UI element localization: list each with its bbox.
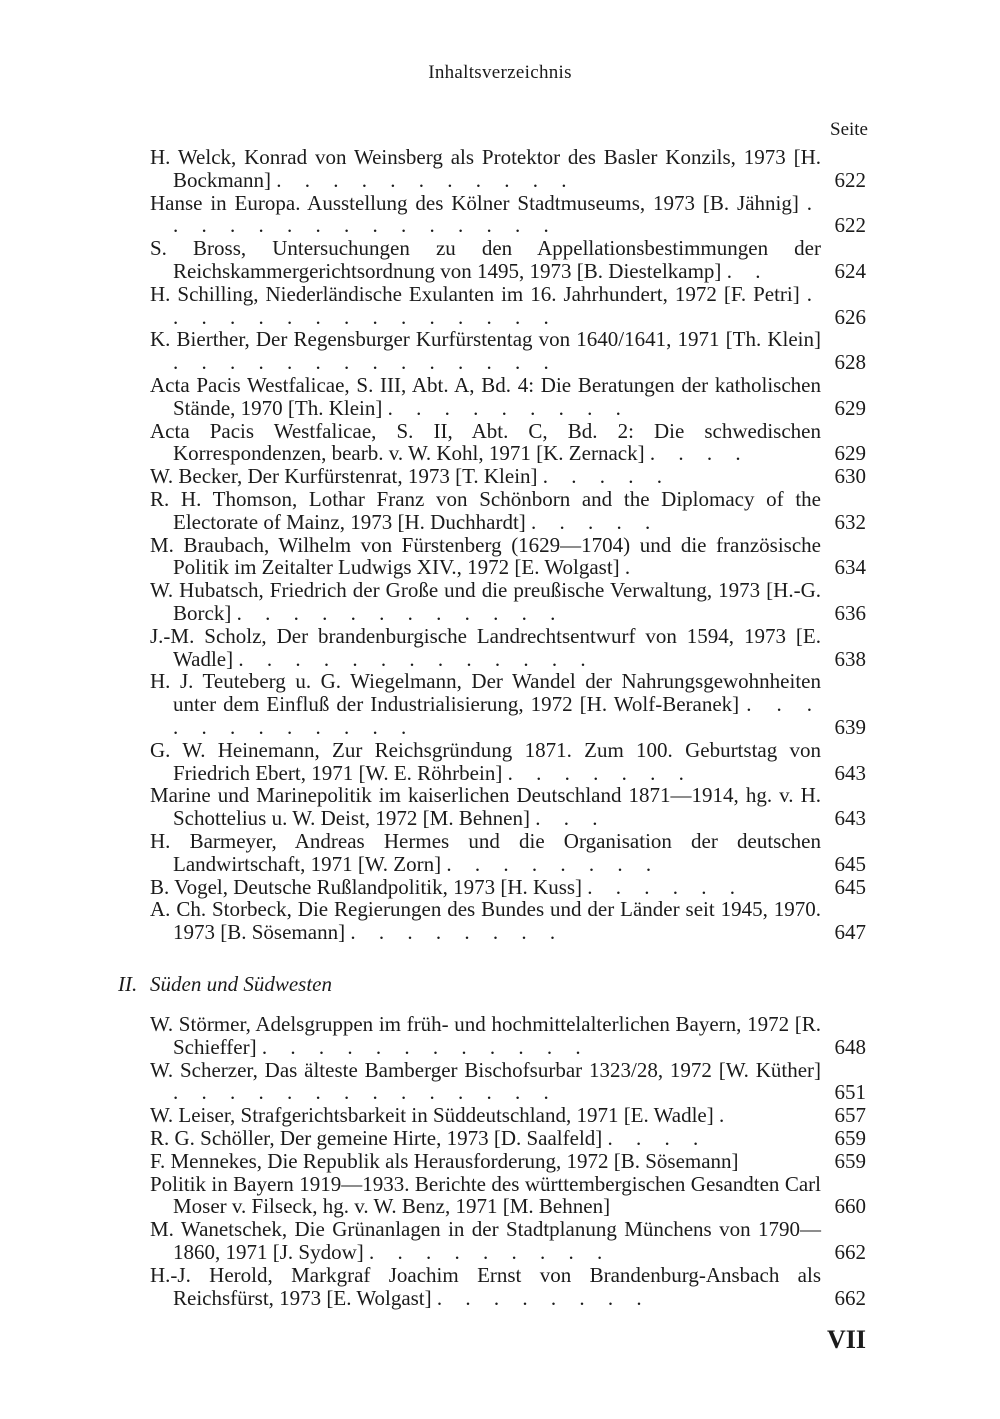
toc-entry-page-number: 630 (834, 464, 866, 489)
toc-entry-title: H. Barmeyer, Andreas Hermes und die Organisation der deutschen Landwirtschaft, 1971 [W. Zorn] (150, 828, 821, 876)
toc-entry-page-number: 634 (834, 555, 866, 580)
toc-entry-title: M. Braubach, Wilhelm von Fürstenberg (1629—1704) und die französische Politik im Zeitalter Ludwigs XIV., 1972 [E. Wolgast] (150, 532, 821, 580)
toc-entry-text (150, 874, 821, 899)
toc-entry (150, 328, 866, 374)
leader-dots: . . . . (607, 1125, 708, 1150)
leader-dots: . . . . . . . . . . . . . . (173, 1080, 558, 1105)
toc-entry (150, 1150, 866, 1173)
toc-entry-page-number: 626 (834, 304, 866, 329)
toc-entry (150, 830, 866, 876)
toc-entry-title: W. Becker, Der Kurfürstenrat, 1973 [T. Klein] (150, 464, 538, 489)
toc-entry-page-number: 643 (834, 806, 866, 831)
toc-entry-text (150, 578, 821, 625)
leader-dots: . . . . . . . . . . . . (173, 692, 821, 739)
toc-entry-title: H. Welck, Konrad von Weinsberg als Protektor des Basler Konzils, 1973 [H. Bockmann] (150, 145, 821, 192)
leader-dots: . . . . . . . (507, 760, 693, 785)
toc-entry-text (150, 783, 821, 831)
toc-entry-text (150, 1217, 821, 1264)
leader-dots: . . (726, 258, 770, 283)
toc-entry-page-number: 645 (834, 874, 866, 899)
toc-entry-page-number: 636 (834, 600, 866, 625)
leader-dots: . . . . . . . . . . . . (236, 600, 565, 625)
toc-entry-title: A. Ch. Storbeck, Die Regierungen des Bundes und der Länder seit 1945, 1970. 1973 [B. Sösemann] (150, 897, 821, 945)
toc-entry-title: W. Hubatsch, Friedrich der Große und die preußische Verwaltung, 1973 [H.-G. Borck] (150, 578, 821, 625)
toc-entry-text (150, 281, 822, 329)
toc-entry (150, 739, 866, 785)
toc-entry-text (150, 828, 821, 876)
toc-entry-title: H. J. Teuteberg u. G. Wiegelmann, Der Wandel der Nahrungsgewohnheiten unter dem Einfluß der Industrialisierung, 1972 [H. Wolf-Beranek] (150, 669, 821, 717)
toc-entry-page-number: 632 (834, 509, 866, 534)
toc-entry-text (150, 418, 821, 466)
toc-entry-page-number: 624 (834, 258, 866, 283)
toc-entry-text (150, 1262, 821, 1310)
toc-entry (150, 146, 866, 192)
toc-list-section-i (150, 146, 866, 944)
toc-entry-text (150, 1125, 821, 1150)
toc-entry-text (150, 897, 821, 945)
toc-entry-text (150, 372, 821, 420)
leader-dots: . . . . . . (587, 874, 745, 899)
leader-dots: . . . . . . . . . (369, 1239, 612, 1264)
toc-entry-title: H. Schilling, Niederländische Exulanten im 16. Jahrhundert, 1972 [F. Petri] (150, 281, 800, 306)
toc-entry (150, 1104, 866, 1127)
toc-entry-title: Marine und Marinepolitik im kaiserlichen Deutschland 1871—1914, hg. v. H. Schottelius u. W. Deist, 1972 [M. Behnen] (150, 783, 821, 831)
toc-entry-title: W. Störmer, Adelsgruppen im früh- und hochmittelalterlichen Bayern, 1972 [R. Schieffer] (150, 1012, 821, 1059)
page-folio: VII (826, 1325, 866, 1354)
toc-entry (150, 579, 866, 625)
section-title: Süden und Südwesten (150, 972, 332, 996)
leader-dots: . . . . . . . . . . . . . . (173, 350, 558, 375)
toc-entry-title: S. Bross, Untersuchungen zu den Appellationsbestimmungen der Reichskammergerichtsordnung von 1495, 1973 [B. Diestelkamp] (150, 236, 821, 283)
toc-entry-page-number: 629 (834, 441, 866, 466)
toc-entry-page-number: 660 (834, 1194, 866, 1219)
toc-entry-text (150, 236, 821, 283)
toc-entry (150, 898, 866, 944)
running-title: Inhaltsverzeichnis (428, 62, 572, 83)
toc-entry (150, 625, 866, 671)
toc-entry (150, 670, 866, 738)
leader-dots: . . . . . . . . (436, 1285, 651, 1310)
toc-entry-page-number: 638 (834, 646, 866, 671)
toc-entry (150, 488, 866, 534)
toc-entry (150, 283, 866, 329)
toc-entry-title: Acta Pacis Westfalicae, S. II, Abt. C, Bd. 2: Die schwedischen Korrespondenzen, bearb. v. W. Kohl, 1971 [K. Zernack] (150, 418, 821, 466)
toc-entry-title: H.-J. Herold, Markgraf Joachim Ernst von Brandenburg-Ansbach als Reichsfürst, 1973 [E. Wolgast] (150, 1262, 821, 1310)
toc-entry-text (150, 1103, 821, 1128)
leader-dots: . . . . . (542, 464, 672, 489)
toc-entry (150, 374, 866, 420)
toc-entry-text (150, 1057, 821, 1105)
leader-dots: . (719, 1103, 734, 1128)
toc-entry-title: J.-M. Scholz, Der brandenburgische Landrechtsentwurf von 1594, 1973 [E. Wadle] (150, 623, 821, 671)
toc-entry-title: Acta Pacis Westfalicae, S. III, Abt. A, Bd. 4: Die Beratungen der katholischen Stände, 1970 [Th. Klein] (150, 372, 821, 420)
toc-entry-text (150, 1171, 821, 1219)
toc-entry (150, 192, 866, 238)
toc-entry-text (150, 1148, 821, 1173)
toc-entry (150, 876, 866, 899)
page-column-label: Seite (830, 119, 868, 140)
leader-dots: . . . . . . . . (446, 851, 661, 876)
toc-entry-page-number: 639 (834, 714, 866, 739)
toc-entry-text (150, 190, 821, 238)
toc-entry-title: R. H. Thomson, Lothar Franz von Schönborn and the Diplomacy of the Electorate of Mainz, 1973 [H. Duchhardt] (150, 486, 821, 534)
toc-entry-text (150, 669, 821, 739)
leader-dots: . (624, 555, 640, 580)
toc-entry (150, 1218, 866, 1264)
toc-entry-title: F. Mennekes, Die Republik als Herausforderung, 1972 [B. Sösemann] (150, 1148, 739, 1173)
leader-dots: . . . . . (531, 509, 660, 534)
toc-entry (150, 1059, 866, 1105)
toc-entry-page-number: 662 (834, 1285, 866, 1310)
toc-entry-text (150, 1012, 821, 1059)
toc-entry (150, 237, 866, 283)
leader-dots: . . . . . . . . . . . . . . . (173, 281, 822, 329)
leader-dots: . . . . . . . . (350, 920, 565, 945)
toc-entry (150, 465, 866, 488)
toc-entry-text (150, 145, 821, 192)
toc-entry-page-number: 645 (834, 851, 866, 876)
toc-entry (150, 534, 866, 580)
toc-entry-title: Hanse in Europa. Ausstellung des Kölner Stadtmuseums, 1973 [B. Jähnig] (150, 190, 799, 215)
toc-entry-text (150, 532, 821, 580)
toc-entry-page-number: 659 (834, 1148, 866, 1173)
toc-entry-title: W. Scherzer, Das älteste Bamberger Bischofsurbar 1323/28, 1972 [W. Küther] (150, 1057, 821, 1082)
toc-entry-title: K. Bierther, Der Regensburger Kurfürstentag von 1640/1641, 1971 [Th. Klein] (150, 327, 821, 352)
toc-entry-page-number: 657 (834, 1103, 866, 1128)
toc-entry-page-number: 659 (834, 1125, 866, 1150)
toc-entry-page-number: 628 (834, 350, 866, 375)
section-heading (118, 972, 332, 997)
toc-entry-page-number: 662 (834, 1239, 866, 1264)
toc-list-section-ii (150, 1013, 866, 1309)
leader-dots: . . . (535, 806, 607, 831)
toc-entry-title: G. W. Heinemann, Zur Reichsgründung 1871. Zum 100. Geburtstag von Friedrich Ebert, 1971 [W. E. Röhrbein] (150, 737, 821, 785)
leader-dots: . . . . (649, 441, 750, 466)
toc-entry-text (150, 486, 821, 534)
toc-entry-text (150, 464, 821, 489)
leader-dots: . . . . . . . . . . . . (261, 1034, 590, 1059)
toc-entry-text (150, 623, 821, 671)
leader-dots: . . . . . . . . . . . . . . . (173, 190, 821, 238)
toc-entry (150, 784, 866, 830)
toc-entry-text (150, 737, 821, 785)
toc-entry (150, 1127, 866, 1150)
toc-entry-page-number: 629 (834, 395, 866, 420)
toc-entry-page-number: 643 (834, 760, 866, 785)
leader-dots: . . . . . . . . . . . . . (238, 646, 595, 671)
section-number: II. (118, 972, 138, 996)
toc-entry-page-number: 622 (834, 167, 866, 192)
toc-entry-page-number: 647 (834, 920, 866, 945)
toc-entry-title: M. Wanetschek, Die Grünanlagen in der Stadtplanung Münchens von 1790—1860, 1971 [J. Sydow] (150, 1217, 821, 1264)
toc-entry-title: W. Leiser, Strafgerichtsbarkeit in Süddeutschland, 1971 [E. Wadle] (150, 1103, 714, 1128)
toc-entry-title: Politik in Bayern 1919—1933. Berichte des württembergischen Gesandten Carl Moser v. Filseck, hg. v. W. Benz, 1971 [M. Behnen] (150, 1171, 821, 1219)
leader-dots: . . . . . . . . . (387, 395, 630, 420)
toc-entry (150, 1013, 866, 1059)
leader-dots: . . . . . . . . . . . (276, 167, 576, 192)
toc-entry (150, 1173, 866, 1219)
toc-entry (150, 420, 866, 466)
toc-entry-page-number: 648 (834, 1034, 866, 1059)
toc-entry-page-number: 622 (834, 213, 866, 238)
toc-entry-page-number: 651 (834, 1080, 866, 1105)
toc-entry-title: B. Vogel, Deutsche Rußlandpolitik, 1973 [H. Kuss] (150, 874, 583, 899)
toc-entry-text (150, 327, 821, 375)
toc-entry-title: R. G. Schöller, Der gemeine Hirte, 1973 [D. Saalfeld] (150, 1125, 603, 1150)
toc-entry (150, 1264, 866, 1310)
